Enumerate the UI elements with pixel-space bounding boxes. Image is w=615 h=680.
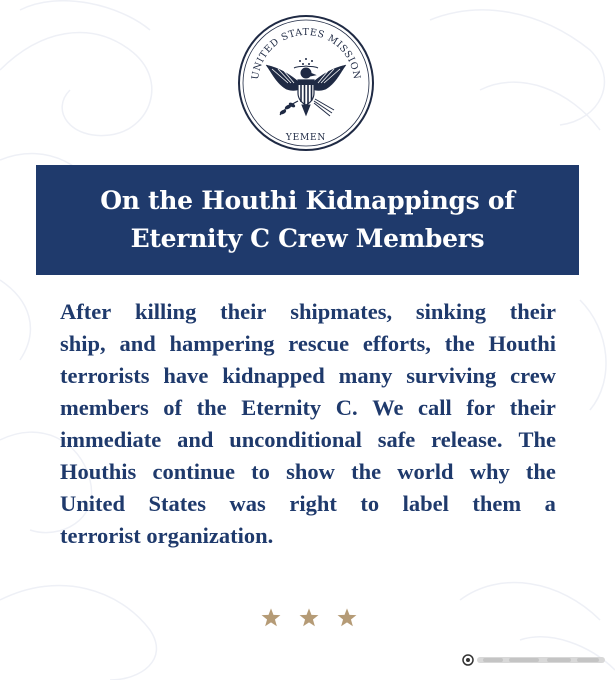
star-icon — [336, 607, 358, 629]
star-icon — [260, 607, 282, 629]
body-line-7: United States was right to label them a — [60, 491, 556, 516]
blurred-username-icon — [477, 655, 605, 665]
star-icon — [298, 607, 320, 629]
title-line-1: On the Houthi Kidnappings of — [100, 186, 515, 215]
seal-bottom-text: YEMEN — [285, 133, 327, 143]
body-line-8: terrorist organization. — [60, 523, 274, 548]
watermark — [462, 654, 605, 666]
body-line-4: members of the Eternity C. We call for their — [60, 395, 556, 420]
embassy-seal — [236, 13, 376, 153]
title-line-2: Eternity C Crew Members — [130, 224, 485, 253]
title-banner — [36, 165, 579, 275]
watermark-logo-icon — [462, 654, 474, 666]
body-line-1: After killing their shipmates, sinking their — [60, 299, 556, 324]
statement-body — [60, 296, 556, 552]
body-line-3: terrorists have kidnapped many surviving crew — [60, 363, 556, 388]
body-line-5: immediate and unconditional safe release. The — [60, 427, 556, 452]
body-line-2: ship, and hampering rescue efforts, the Houthi — [60, 331, 556, 356]
star-divider — [260, 607, 358, 629]
body-line-6: Houthis continue to show the world why the — [60, 459, 556, 484]
seal-top-text: UNITED STATES MISSION — [250, 27, 363, 81]
